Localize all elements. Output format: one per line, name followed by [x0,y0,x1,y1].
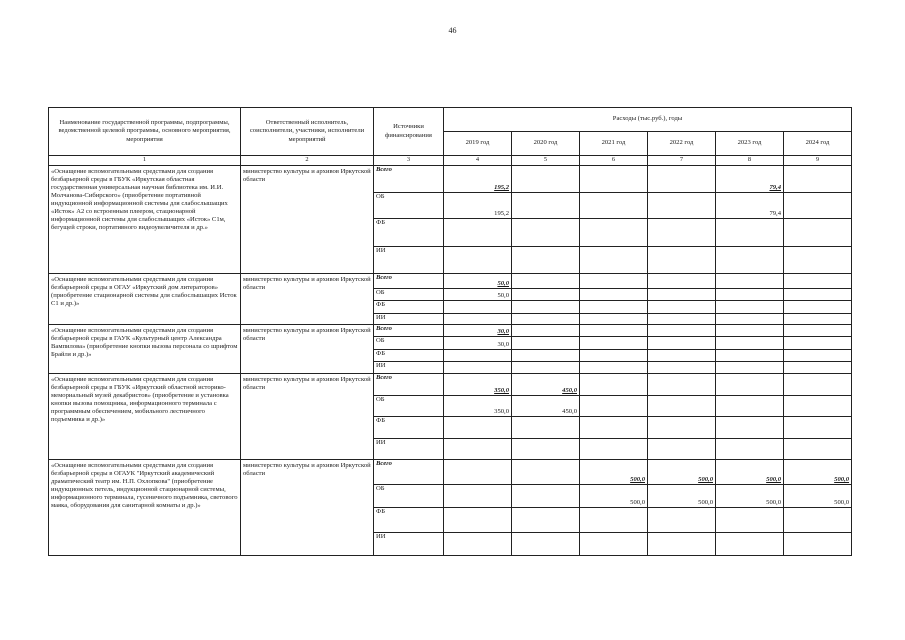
expense-value [784,374,852,396]
executor: министерство культуры и архивов Иркутской области [241,274,374,325]
expense-value: 79,4 [716,166,784,193]
expense-value [716,247,784,274]
funding-source: Всего [374,460,444,485]
expense-value: 350,0 [444,396,512,417]
column-number: 2 [241,156,374,166]
expense-value [512,314,580,325]
expense-value [784,508,852,533]
expense-value: 500,0 [580,460,648,485]
expense-value [784,417,852,439]
expense-value [512,325,580,337]
expense-value [784,314,852,325]
expense-value [580,508,648,533]
expense-value [512,166,580,193]
expense-value [648,362,716,374]
expense-value [580,247,648,274]
expense-value [444,301,512,314]
expense-value: 500,0 [648,460,716,485]
expense-value [512,274,580,289]
header-year: 2019 год [444,132,512,156]
expense-value [648,325,716,337]
column-number: 5 [512,156,580,166]
expense-value [648,508,716,533]
header-year: 2022 год [648,132,716,156]
expense-value [716,417,784,439]
table-row [49,166,852,193]
column-number: 1 [49,156,241,166]
expense-value [580,325,648,337]
table-row [49,274,852,289]
executor: министерство культуры и архивов Иркутской области [241,166,374,274]
column-number: 4 [444,156,512,166]
expense-value [580,350,648,362]
expense-value [648,533,716,556]
expense-value [716,325,784,337]
expense-value [580,193,648,219]
expense-value: 450,0 [512,374,580,396]
expense-value [648,417,716,439]
expense-value [648,396,716,417]
funding-source: ФБ [374,350,444,362]
expense-value [648,274,716,289]
expense-value [444,460,512,485]
expense-value [648,314,716,325]
funding-source: ОБ [374,289,444,301]
expense-value: 79,4 [716,193,784,219]
expense-value [444,417,512,439]
expense-value: 195,2 [444,166,512,193]
expense-value [580,301,648,314]
expense-value [580,314,648,325]
column-number: 6 [580,156,648,166]
expense-value [784,193,852,219]
column-number: 7 [648,156,716,166]
funding-source: ИИ [374,362,444,374]
expense-value [580,219,648,247]
executor: министерство культуры и архивов Иркутской области [241,325,374,374]
expense-value [784,325,852,337]
expense-value [444,508,512,533]
expense-value [512,533,580,556]
expense-value [648,374,716,396]
column-number: 8 [716,156,784,166]
table-row [49,325,852,337]
expense-value [444,247,512,274]
expense-value: 500,0 [784,460,852,485]
expense-value [648,350,716,362]
expense-value [512,193,580,219]
expense-value [580,533,648,556]
expense-value [512,417,580,439]
expense-value [512,289,580,301]
expense-value [784,362,852,374]
expense-value [580,396,648,417]
measure-name: «Оснащение вспомогательными средствами для создания безбарьерной среды в ГБУК «Иркутская областная государственная универсальная научная библиотека им. И.И. Молчанова-Сибирского» (приобретение портативной индукционной информационной системы для слабослышащих «Исток» А2 со встроенным плеером, стационарной информационной системы для слабослышащих «Исток» С1м, бегущей строки, портативного видеоувеличителя и др.» [49,166,241,274]
expense-value [716,219,784,247]
expense-value [512,460,580,485]
expense-value [716,314,784,325]
expense-value: 450,0 [512,396,580,417]
expense-value [444,314,512,325]
expense-value [512,219,580,247]
measure-name: «Оснащение вспомогательными средствами для создания безбарьерной среды в ОГАУ «Иркутский дом литераторов» (приобретение стационарной системы для слабослышащих Исток С1 и др.)» [49,274,241,325]
column-number: 3 [374,156,444,166]
expense-value [784,337,852,350]
funding-source: ФБ [374,301,444,314]
table-row [49,374,852,396]
expense-value [716,362,784,374]
expense-value [784,289,852,301]
expense-value: 500,0 [580,485,648,508]
expense-value [716,374,784,396]
expense-value: 500,0 [716,485,784,508]
funding-source: ОБ [374,337,444,350]
header-expenses: Расходы (тыс.руб.), годы [444,108,852,132]
measure-name: «Оснащение вспомогательными средствами для создания безбарьерной среды в ОГАУК "Иркутский академический драматический театр им. Н.П. Охлопкова" (приобретение индукционных петель, индукционной стационарной системы, информационного терминала, гусеничного подъемника, светового маяка, оборудования для санитарной комнаты и др.)» [49,460,241,556]
expense-value [444,533,512,556]
funding-source: Всего [374,325,444,337]
expense-value: 50,0 [444,274,512,289]
expense-value [512,350,580,362]
expense-value [580,374,648,396]
header-year: 2020 год [512,132,580,156]
expenses-table [48,107,852,556]
expense-value [716,289,784,301]
column-number: 9 [784,156,852,166]
funding-source: ОБ [374,193,444,219]
expense-value [784,533,852,556]
funding-source: ОБ [374,396,444,417]
expense-value: 500,0 [784,485,852,508]
funding-source: ФБ [374,219,444,247]
executor: министерство культуры и архивов Иркутской области [241,374,374,460]
expense-value: 195,2 [444,193,512,219]
measure-name: «Оснащение вспомогательными средствами для создания безбарьерной среды в ГАУК «Культурный центр Александра Вампилова» (приобретение кнопки вызова персонала со шрифтом Брайля и др.)» [49,325,241,374]
funding-source: ФБ [374,417,444,439]
expense-value [580,439,648,460]
funding-source: Всего [374,166,444,193]
expense-value [580,289,648,301]
expense-value [716,396,784,417]
expense-value [512,362,580,374]
table-row [49,460,852,485]
expense-value [444,485,512,508]
expense-value [512,247,580,274]
expense-value [580,417,648,439]
expense-value [716,274,784,289]
expense-value: 500,0 [716,460,784,485]
expense-value [784,219,852,247]
expense-value [784,166,852,193]
expense-value [648,166,716,193]
funding-source: ФБ [374,508,444,533]
funding-source: ИИ [374,247,444,274]
funding-source: Всего [374,274,444,289]
expense-value [444,439,512,460]
expense-value [512,301,580,314]
expense-value [784,274,852,289]
expense-value: 350,0 [444,374,512,396]
expense-value [580,274,648,289]
expense-value [784,396,852,417]
expense-value [716,508,784,533]
header-year: 2021 год [580,132,648,156]
header-year: 2024 год [784,132,852,156]
expense-value [648,193,716,219]
expense-value [716,301,784,314]
expense-value [580,166,648,193]
expense-value [648,219,716,247]
expense-value [444,219,512,247]
expense-value [784,350,852,362]
expense-value [512,508,580,533]
expense-value: 30,0 [444,325,512,337]
expense-value [648,247,716,274]
expense-value: 30,0 [444,337,512,350]
expense-value [716,533,784,556]
header-executor: Ответственный исполнитель, соисполнители, участники, исполнители мероприятий [241,108,374,156]
header-source: Источники финансирования [374,108,444,156]
expense-value [512,439,580,460]
expense-value [512,337,580,350]
expense-value [444,362,512,374]
expense-value: 50,0 [444,289,512,301]
expense-value [648,337,716,350]
expense-value [716,439,784,460]
expense-value [784,439,852,460]
expense-value [716,337,784,350]
funding-source: ИИ [374,314,444,325]
expense-value [716,350,784,362]
expense-value [580,362,648,374]
header-year: 2023 год [716,132,784,156]
expense-value [512,485,580,508]
expense-value: 500,0 [648,485,716,508]
funding-source: ОБ [374,485,444,508]
header-name: Наименование государственной программы, подпрограммы, ведомственной целевой программы, основного мероприятия, мероприятия [49,108,241,156]
executor: министерство культуры и архивов Иркутской области [241,460,374,556]
funding-source: ИИ [374,439,444,460]
funding-source: ИИ [374,533,444,556]
page-number: 46 [448,26,457,35]
funding-source: Всего [374,374,444,396]
expense-value [784,247,852,274]
expense-value [784,301,852,314]
expense-value [444,350,512,362]
expense-value [648,301,716,314]
expense-value [648,289,716,301]
measure-name: «Оснащение вспомогательными средствами для создания безбарьерной среды в ГБУК «Иркутский областной историко-мемориальный музей декабристов» (приобретение и установка кнопки вызова помощника, информационного терминала с программным обеспечением, мобильного лестничного подъемника и др.)» [49,374,241,460]
expense-value [648,439,716,460]
expense-value [580,337,648,350]
